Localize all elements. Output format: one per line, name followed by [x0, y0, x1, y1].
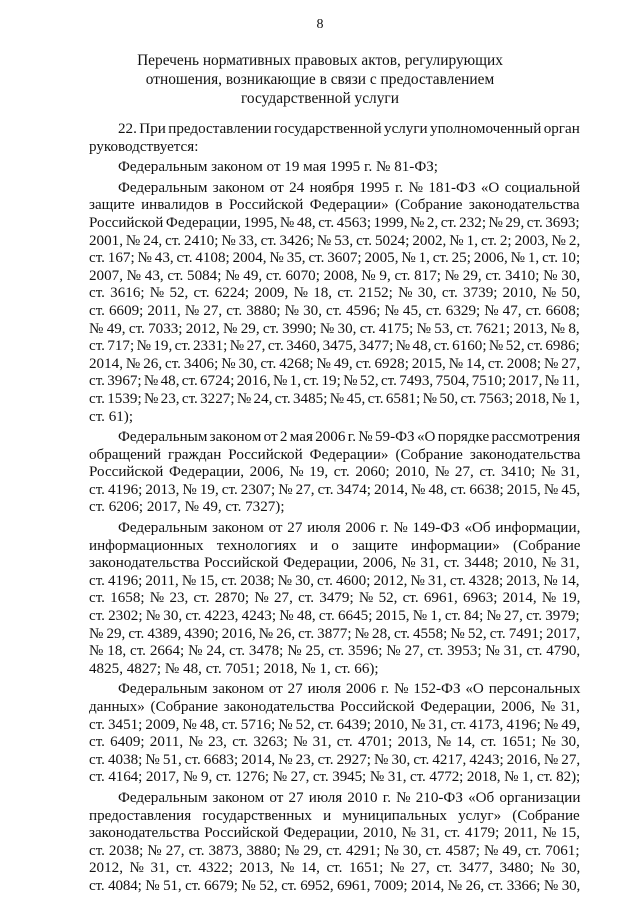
text-line: ст. 3451; 2009, № 48, ст. 5716; № 52, ст. 6439; 2010, № 31, ст. 4173, 4196; № 49, [89, 716, 581, 733]
text-line: 2007, № 43, ст. 5084; № 49, ст. 6070; 2008, № 9, ст. 817; № 29, ст. 3410; № 30, [89, 267, 581, 284]
text-line: ст. 1539; № 23, ст. 3227; № 24, ст. 3485; № 45, ст. 6581; № 50, ст. 7563; 2018, № 1, [89, 390, 580, 407]
text-line: ст. 1658; № 23, ст. 2870; № 27, ст. 3479; № 52, ст. 6961, 6963; 2014, № 19, [89, 590, 581, 607]
text-line: № 29, ст. 4389, 4390; 2016, № 26, ст. 3877; № 28, ст. 4558; № 52, ст. 7491; 2017, [89, 625, 581, 642]
text-line: ст. 6609; 2011, № 27, ст. 3880; № 30, ст. 4596; № 45, ст. 6329; № 47, ст. 6608; [89, 302, 580, 319]
text-line: данных» (Собрание законодательства Российской Федерации, 2006, № 31, [89, 699, 580, 715]
text-line: ст. 4196; 2013, № 19, ст. 2307; № 27, ст. 3474; 2014, № 48, ст. 6638; 2015, № 45, [89, 481, 581, 498]
text-line: ст. 4038; № 51, ст. 6683; 2014, № 23, ст. 2927; № 30, ст. 4217, 4243; 2016, № 27, [89, 751, 581, 768]
text-line: ст. 2302; № 30, ст. 4223, 4243; № 48, ст. 6645; 2015, № 1, ст. 84; № 27, ст. 3979; [89, 608, 580, 625]
text-line: Российской Федерации, 1995, № 48, ст. 4563; 1999, № 2, ст. 232; № 29, ст. 3693; [89, 214, 580, 231]
text-line: ст. 4164; 2017, № 9, ст. 1276; № 27, ст. 3945; № 31, ст. 4772; 2018, № 1, ст. 82); [89, 769, 581, 786]
text-line: 4825, 4827; № 48, ст. 7051; 2018, № 1, ст. 66); [89, 660, 379, 677]
title-line: отношения, возникающие в связи с предоставлением [145, 71, 495, 88]
text-line: руководствуется: [89, 138, 199, 155]
text-line: законодательства Российской Федерации, 2010, № 31, ст. 4179; 2011, № 15, [89, 825, 580, 842]
paragraph [60, 429, 580, 517]
text-line: Федеральным законом от 27 июля 2006 г. № 152-ФЗ «О персональных [118, 681, 581, 698]
title-line: государственной услуги [241, 90, 399, 107]
text-line: ст. 717; № 19, ст. 2331; № 27, ст. 3460, 3475, 3477; № 48, ст. 6160; № 52, ст. 6986; [89, 338, 580, 355]
text-line: информационных технологиях и о защите информации» (Собрание [89, 537, 581, 554]
text-line: 2001, № 24, ст. 2410; № 33, ст. 3426; № 53, ст. 5024; 2002, № 1, ст. 2; 2003, № 2, [89, 232, 581, 249]
text-line: ст. 4196; 2011, № 15, ст. 2038; № 30, ст. 4600; 2012, № 31, ст. 4328; 2013, № 14, [89, 572, 580, 589]
text-line: 2012, № 31, ст. 4322; 2013, № 14, ст. 1651; № 27, ст. 3477, 3480; № 30, [89, 860, 581, 877]
text-line: № 18, ст. 2664; № 24, ст. 3478; № 25, ст. 3596; № 27, ст. 3953; № 31, ст. 4790, [89, 643, 581, 660]
text-line: ст. 6206; 2017, № 49, ст. 7327); [89, 499, 285, 516]
page-number: 8 [316, 17, 324, 32]
text-line: Федеральным законом от 27 июля 2006 г. № 149-ФЗ «Об информации, [118, 520, 581, 537]
text-line: предоставления государственных и муниципальных услуг» (Собрание [89, 807, 580, 824]
text-line: ст. 6409; 2011, № 23, ст. 3263; № 31, ст. 4701; 2013, № 14, ст. 1651; № 30, [89, 734, 580, 751]
text-line: 2014, № 26, ст. 3406; № 30, ст. 4268; № 49, ст. 6928; 2015, № 14, ст. 2008; № 27, [89, 355, 581, 372]
text-line: защите инвалидов в Российской Федерации» (Собрание законодательства [89, 197, 580, 214]
paragraph [60, 159, 580, 177]
text-line: ст. 61); [89, 408, 134, 425]
paragraph [60, 121, 580, 156]
text-line: № 49, ст. 7033; 2012, № 29, ст. 3990; № 30, ст. 4175; № 53, ст. 7621; 2013, № 8, [89, 320, 580, 337]
text-line: Российской Федерации, 2006, № 19, ст. 2060; 2010, № 27, ст. 3410; № 31, [89, 464, 580, 481]
paragraph [60, 520, 580, 678]
text-line: Федеральным законом от 24 ноября 1995 г. № 181-ФЗ «О социальной [118, 179, 581, 196]
text-line: ст. 4084; № 51, ст. 6679; № 52, ст. 6952, 6961, 7009; 2014, № 26, ст. 3366; № 30, [89, 877, 581, 894]
text-line: Федеральным законом от 19 мая 1995 г. № 81-ФЗ; [118, 159, 438, 176]
paragraph [60, 790, 580, 896]
text-line: ст. 3967; № 48, ст. 6724; 2016, № 1, ст. 19; № 52, ст. 7493, 7504, 7510; 2017, № 11, [89, 373, 580, 390]
paragraph [60, 681, 580, 787]
section-title [100, 51, 540, 108]
text-line: Федеральным законом от 27 июля 2010 г. № 210-ФЗ «Об организации [118, 789, 581, 806]
paragraph [60, 180, 580, 426]
text-line: обращений граждан Российской Федерации» (Собрание законодательства [89, 446, 581, 463]
document-body [60, 121, 580, 896]
text-line: законодательства Российской Федерации, 2006, № 31, ст. 3448; 2010, № 31, [89, 555, 580, 572]
text-line: Федеральным законом от 2 мая 2006 г. № 59-ФЗ «О порядке рассмотрения [118, 429, 581, 446]
text-line: ст. 2038; № 27, ст. 3873, 3880; № 29, ст. 4291; № 30, ст. 4587; № 49, ст. 7061; [89, 842, 580, 859]
text-line: 22. При предоставлении государственной услуги уполномоченный орган [118, 121, 580, 137]
title-line: Перечень нормативных правовых актов, регулирующих [137, 52, 503, 69]
text-line: ст. 167; № 43, ст. 4108; 2004, № 35, ст. 3607; 2005, № 1, ст. 25; 2006, № 1, ст. 10; [89, 250, 581, 267]
text-line: ст. 3616; № 52, ст. 6224; 2009, № 18, ст. 2152; № 30, ст. 3739; 2010, № 50, [89, 285, 581, 302]
